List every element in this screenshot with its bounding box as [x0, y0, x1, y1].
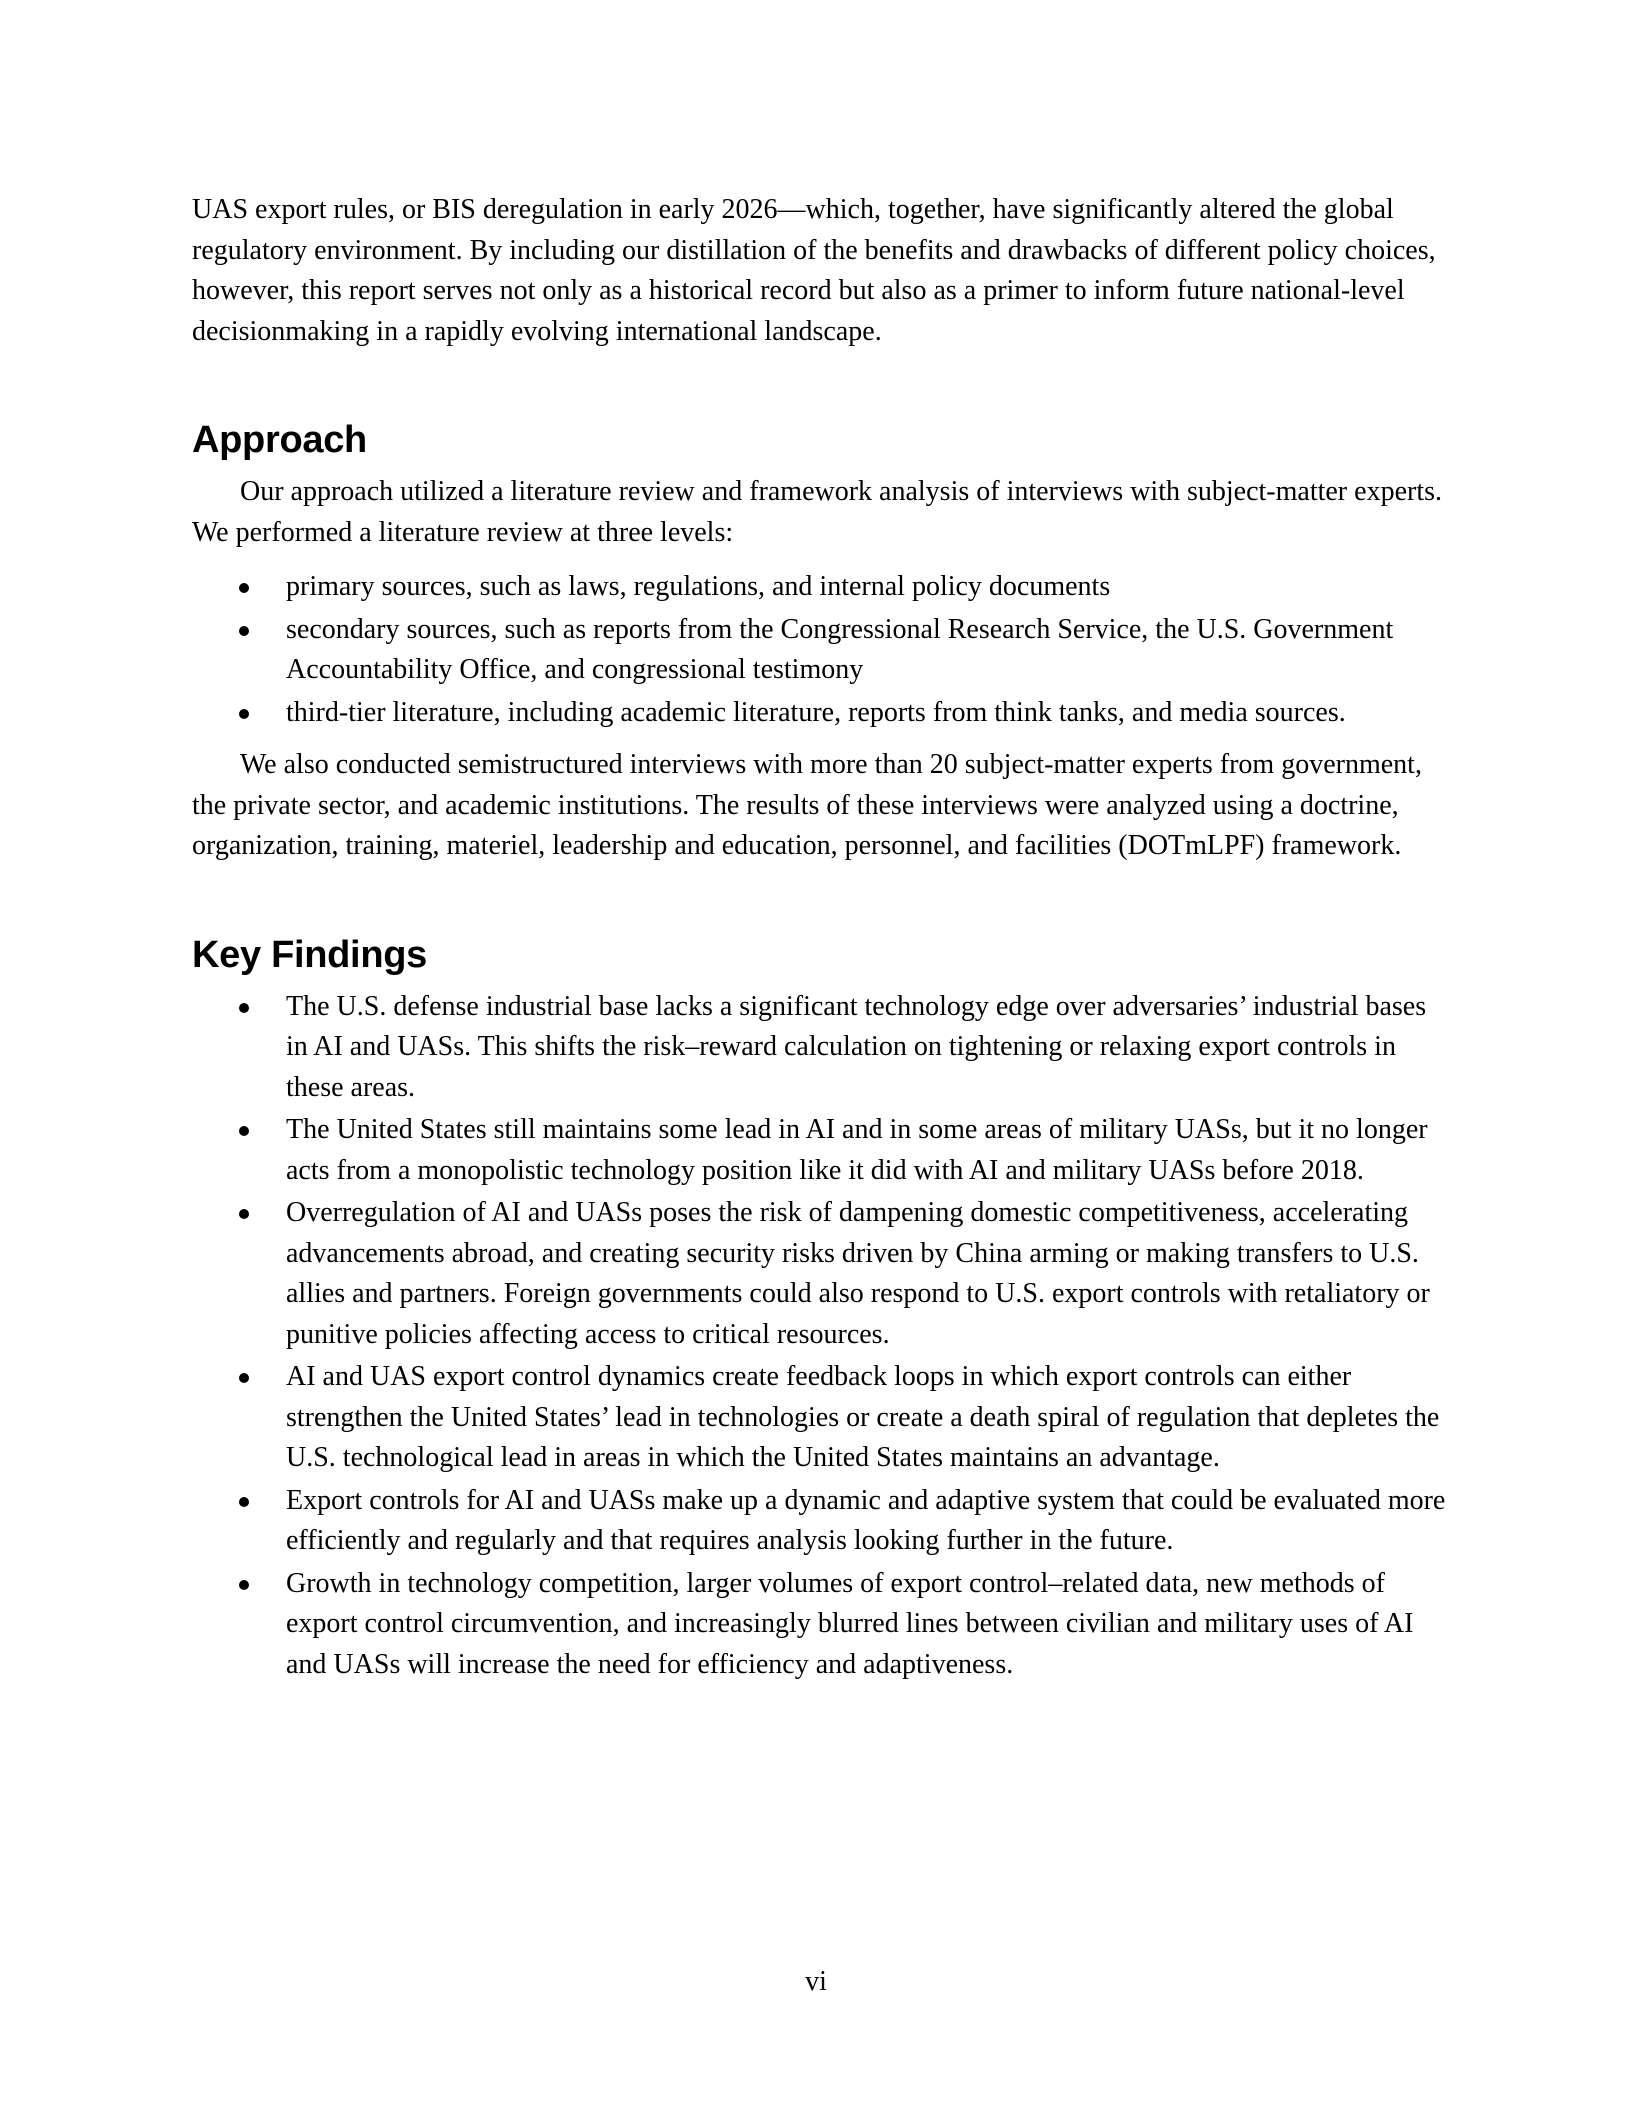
bullet-icon	[239, 709, 249, 719]
bullet-icon	[239, 1126, 249, 1136]
intro-paragraph: UAS export rules, or BIS deregulation in early 2026—which, together, have significantly altered the global regulatory environment. By including our distillation of the benefits and drawbacks of different policy choices, however, this report serves not only as a historical record but also as a primer to inform future national-level decisionmaking in a rapidly evolving international landscape.	[192, 194, 1436, 347]
list-item-text: Growth in technology competition, larger volumes of export control–related data, new methods of export control circumvention, and increasingly blurred lines between civilian and military uses of AI and UASs will increase the need for efficiency and adaptiveness.	[286, 1567, 1414, 1680]
list-item-text: third-tier literature, including academic literature, reports from think tanks, and media sources.	[286, 696, 1346, 728]
list-item-text: AI and UAS export control dynamics create feedback loops in which export controls can either strengthen the United States’ lead in technologies or create a death spiral of regulation that depletes the U.S. technological lead in areas in which the United States maintains an advantage.	[286, 1361, 1440, 1473]
list-item	[192, 1564, 1454, 1686]
approach-bullet-list	[192, 567, 1454, 733]
list-item	[192, 567, 1454, 608]
list-item	[192, 1110, 1454, 1191]
list-item-text: Overregulation of AI and UASs poses the risk of dampening domestic competitiveness, accelerating advancements abroad, and creating security risks driven by China arming or making transfers to U.S. allies and partners. Foreign governments could also respond to U.S. export controls with retaliatory or punitive policies affecting access to critical resources.	[286, 1197, 1430, 1350]
key-findings-list	[192, 987, 1454, 1686]
list-item	[192, 610, 1454, 691]
bullet-icon	[239, 583, 249, 593]
bullet-icon	[239, 1209, 249, 1219]
list-item	[192, 1481, 1454, 1562]
list-item	[192, 987, 1454, 1109]
list-item-text: The United States still maintains some lead in AI and in some areas of military UASs, but it no longer acts from a monopolistic technology position like it did with AI and military UASs before 2018.	[286, 1114, 1428, 1186]
approach-paragraph-2: We also conducted semistructured interviews with more than 20 subject-matter experts from government, the private sector, and academic institutions. The results of these interviews were analyzed using a doctrine, organization, training, materiel, leadership and education, personnel, and facilities (DOTmLPF) framework.	[192, 749, 1422, 861]
list-item-text: Export controls for AI and UASs make up a dynamic and adaptive system that could be evaluated more efficiently and regularly and that requires analysis looking further in the future.	[286, 1484, 1446, 1556]
bullet-icon	[239, 1003, 249, 1013]
page-number: vi	[805, 1966, 827, 1997]
list-item	[192, 1193, 1454, 1355]
list-item-text: primary sources, such as laws, regulations, and internal policy documents	[286, 571, 1111, 602]
list-item	[192, 1357, 1454, 1479]
bullet-icon	[239, 626, 249, 636]
document-page	[192, 190, 1454, 1697]
bullet-icon	[239, 1580, 249, 1590]
bullet-icon	[239, 1373, 249, 1383]
key-findings-heading: Key Findings	[192, 933, 427, 976]
bullet-icon	[239, 1497, 249, 1507]
approach-paragraph-1: Our approach utilized a literature review and framework analysis of interviews with subject-matter experts. We performed a literature review at three levels:	[192, 476, 1442, 548]
list-item	[192, 693, 1454, 734]
list-item-text: The U.S. defense industrial base lacks a significant technology edge over adversaries’ industrial bases in AI and UASs. This shifts the risk–reward calculation on tightening or relaxing export controls in these areas.	[286, 990, 1427, 1103]
list-item-text: secondary sources, such as reports from the Congressional Research Service, the U.S. Government Accountability Office, and congressional testimony	[286, 613, 1394, 685]
approach-heading: Approach	[192, 419, 367, 461]
